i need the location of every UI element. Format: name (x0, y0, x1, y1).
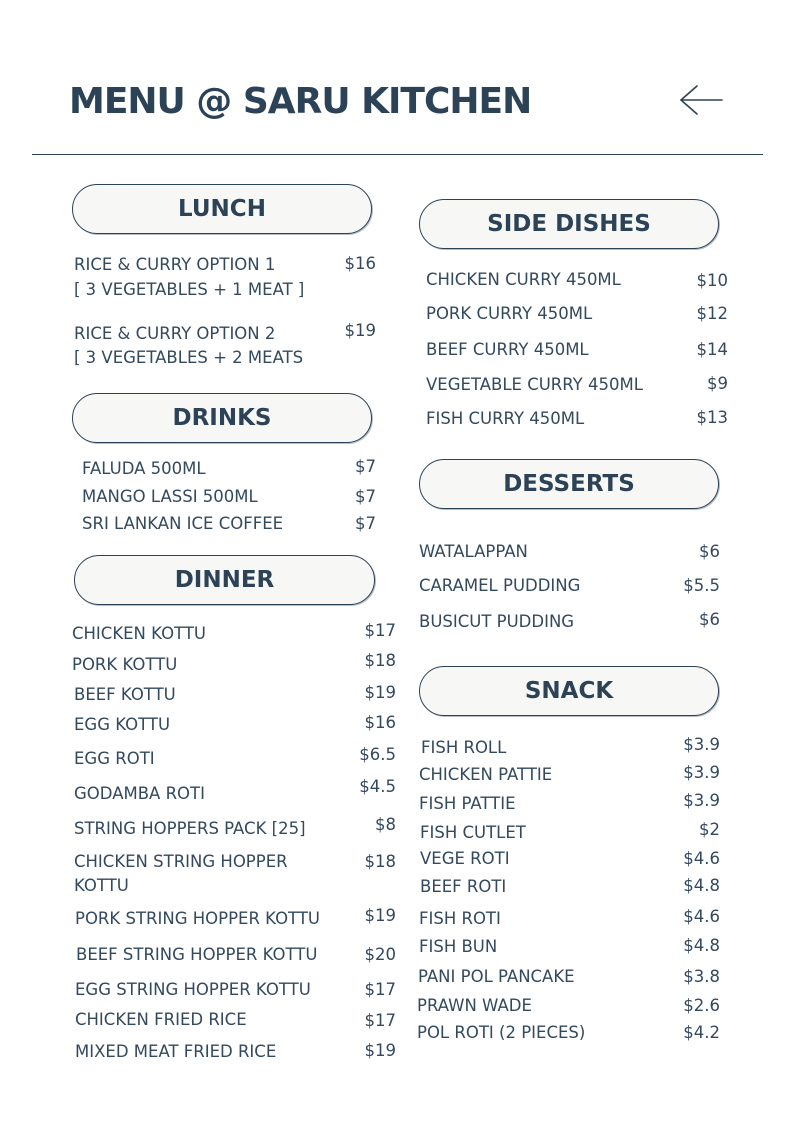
menu-item-price: $9 (707, 374, 728, 393)
menu-item-price: $3.9 (683, 735, 720, 754)
menu-item-price: $7 (355, 457, 376, 476)
menu-item-price: $2.6 (683, 996, 720, 1015)
menu-item-price: $8 (375, 815, 396, 834)
menu-item-name: CHICKEN CURRY 450ML (426, 270, 621, 289)
menu-item-name: FISH CURRY 450ML (426, 409, 585, 428)
menu-item-price: $18 (364, 651, 396, 670)
menu-item-name: GODAMBA ROTI (74, 784, 205, 803)
menu-item-price: $17 (364, 621, 396, 640)
menu-item-name: PORK CURRY 450ML (426, 304, 593, 323)
menu-item-price: $12 (696, 304, 728, 323)
menu-item-price: $19 (364, 906, 396, 925)
menu-item-price: $7 (355, 514, 376, 533)
menu-item-name: EGG ROTI (74, 749, 155, 768)
section-heading-label: DRINKS (172, 405, 272, 431)
menu-item-price: $3.9 (683, 763, 720, 782)
menu-item-detail: KOTTU (74, 876, 129, 895)
menu-item-price: $17 (364, 980, 396, 999)
menu-item-price: $17 (364, 1011, 396, 1030)
menu-item-name: WATALAPPAN (419, 542, 528, 561)
menu-item-name: EGG STRING HOPPER KOTTU (75, 980, 311, 999)
menu-item-price: $6.5 (359, 745, 396, 764)
menu-item-price: $20 (364, 945, 396, 964)
menu-item-name: CHICKEN FRIED RICE (75, 1010, 247, 1029)
section-heading-label: SNACK (524, 678, 614, 704)
menu-item-price: $19 (364, 683, 396, 702)
menu-item-name: PORK KOTTU (72, 655, 178, 674)
menu-item-name: PORK STRING HOPPER KOTTU (75, 909, 321, 928)
section-heading-desserts (419, 459, 719, 509)
menu-item-name: CHICKEN STRING HOPPER (74, 852, 288, 871)
menu-item-name: STRING HOPPERS PACK [25] (74, 819, 306, 838)
menu-item-name: FISH CUTLET (420, 823, 526, 842)
menu-item-name: BEEF STRING HOPPER KOTTU (76, 945, 318, 964)
menu-item-price: $6 (699, 610, 720, 629)
menu-item-price: $2 (699, 820, 720, 839)
menu-item-price: $4.8 (683, 876, 720, 895)
menu-item-price: $4.6 (683, 907, 720, 926)
menu-item-name: VEGETABLE CURRY 450ML (426, 375, 643, 394)
menu-item-price: $10 (696, 271, 728, 290)
menu-item-name: CARAMEL PUDDING (419, 576, 581, 595)
menu-item-name: FALUDA 500ML (82, 459, 206, 478)
menu-item-name: PANI POL PANCAKE (418, 967, 575, 986)
menu-item-price: $3.8 (683, 967, 720, 986)
menu-item-name: MIXED MEAT FRIED RICE (75, 1042, 277, 1061)
menu-item-name: EGG KOTTU (74, 715, 171, 734)
arrow-left-icon[interactable] (678, 84, 724, 116)
page-title: MENU @ SARU KITCHEN (69, 81, 532, 122)
menu-item-price: $6 (699, 542, 720, 561)
menu-item-price: $13 (696, 408, 728, 427)
menu-item-price: $16 (364, 713, 396, 732)
section-heading-snack (419, 666, 719, 716)
menu-item-name: FISH BUN (419, 937, 498, 956)
menu-item-name: BEEF CURRY 450ML (426, 340, 589, 359)
menu-item-price: $18 (364, 852, 396, 871)
section-heading-drinks (72, 393, 372, 443)
section-heading-lunch (72, 184, 372, 234)
menu-item-name: SRI LANKAN ICE COFFEE (82, 514, 284, 533)
section-heading-label: DESSERTS (503, 471, 635, 497)
menu-item-price: $4.2 (683, 1023, 720, 1042)
menu-item-price: $16 (344, 254, 376, 273)
header-divider (32, 154, 763, 155)
menu-item-price: $3.9 (683, 791, 720, 810)
section-heading-side-dishes (419, 199, 719, 249)
section-heading-dinner (74, 555, 375, 605)
menu-item-name: PRAWN WADE (417, 996, 532, 1015)
menu-item-price: $14 (696, 340, 728, 359)
menu-item-name: FISH PATTIE (419, 794, 516, 813)
menu-item-price: $7 (355, 487, 376, 506)
menu-item-name: VEGE ROTI (420, 849, 510, 868)
section-heading-label: SIDE DISHES (487, 211, 651, 237)
menu-item-name: BEEF ROTI (420, 877, 507, 896)
menu-item-name: POL ROTI (2 PIECES) (417, 1023, 586, 1042)
menu-item-name: CHICKEN KOTTU (72, 624, 206, 643)
section-heading-label: LUNCH (178, 196, 266, 222)
menu-item-name: BUSICUT PUDDING (419, 612, 575, 631)
menu-item-price: $5.5 (683, 576, 720, 595)
menu-item-name: RICE & CURRY OPTION 2 (74, 324, 276, 343)
menu-item-detail: [ 3 VEGETABLES + 2 MEATS (74, 348, 304, 367)
menu-item-price: $19 (344, 321, 376, 340)
menu-item-name: BEEF KOTTU (74, 685, 176, 704)
menu-item-price: $19 (364, 1041, 396, 1060)
menu-item-name: RICE & CURRY OPTION 1 (74, 255, 276, 274)
menu-item-name: FISH ROLL (421, 738, 507, 757)
menu-item-name: CHICKEN PATTIE (419, 765, 553, 784)
menu-item-name: MANGO LASSI 500ML (82, 487, 258, 506)
menu-item-price: $4.8 (683, 936, 720, 955)
section-heading-label: DINNER (174, 567, 275, 593)
menu-item-price: $4.5 (359, 777, 396, 796)
menu-item-detail: [ 3 VEGETABLES + 1 MEAT ] (74, 280, 305, 299)
menu-item-price: $4.6 (683, 849, 720, 868)
menu-item-name: FISH ROTI (419, 909, 501, 928)
